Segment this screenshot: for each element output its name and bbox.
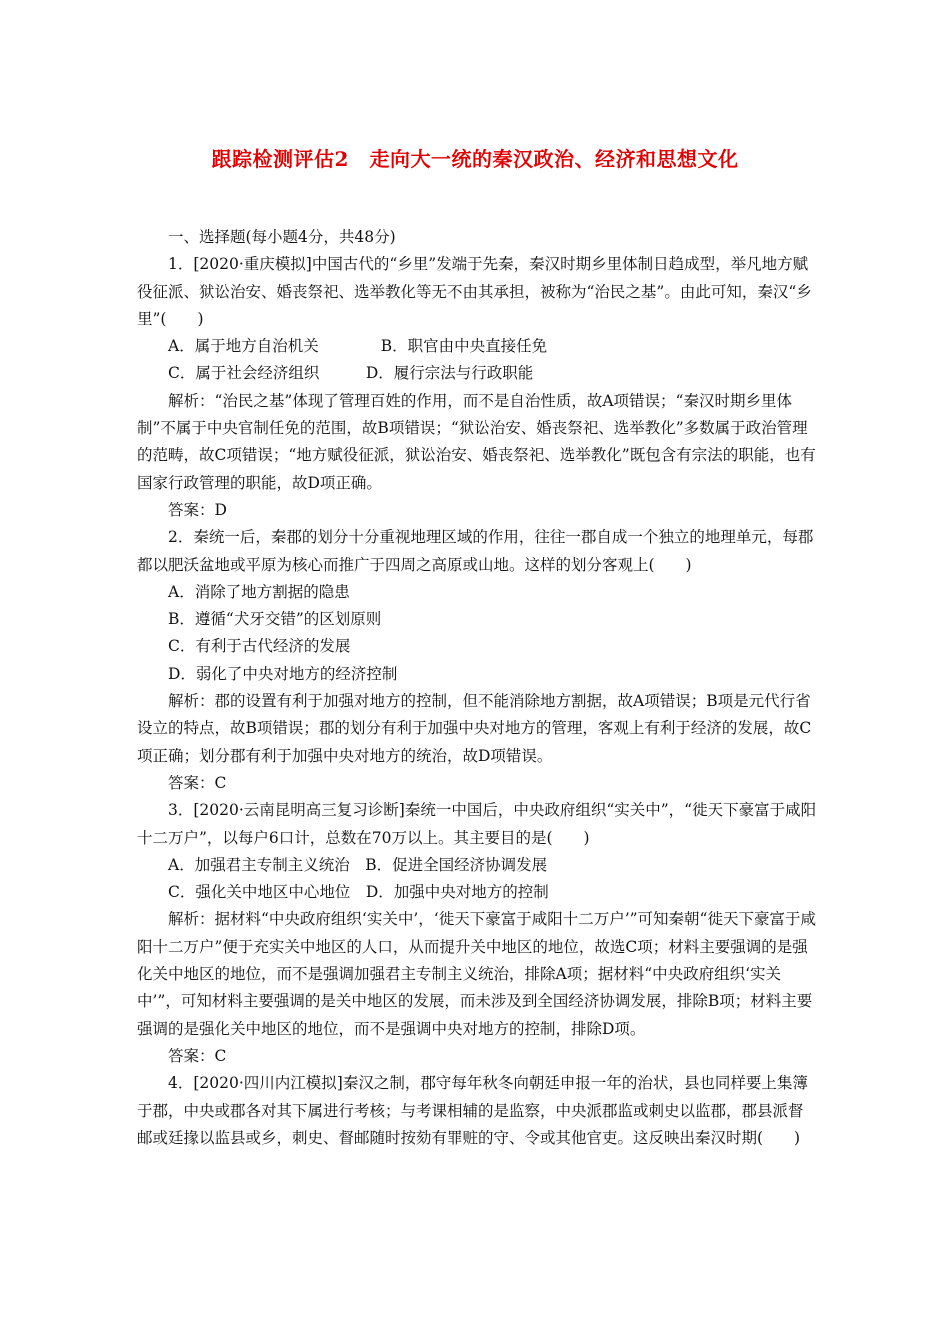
question-3-analysis: 解析：据材料“中央政府组织‘实关中’，‘徙天下豪富于咸阳十二万户’”可知秦朝“徙天下豪富于咸阳十二万户”便于充实关中地区的人口，从而提升关中地区的地位，故选C项；材料主要强调的是强化关中地区的地位，而不是强调加强君主专制主义统治，排除A项；据材料“中央政府组织‘实关中’”，可知材料主要强调的是关中地区的发展，而未涉及到全国经济协调发展，排除B项；材料主要强调的是强化关中地区的地位，而不是强调中央对地方的控制，排除D项。 <box>137 910 816 1038</box>
question-2-stem: 2．秦统一后，秦郡的划分十分重视地理区域的作用，往往一郡自成一个独立的地理单元，每郡都以肥沃盆地或平原为核心而推广于四周之高原或山地。这样的划分客观上( ) <box>137 528 814 574</box>
question-1-option-line-2: C．属于社会经济组织 D．履行宗法与行政职能 <box>168 364 534 383</box>
section-heading: 一、选择题(每小题4分，共48分) <box>168 228 396 246</box>
question-1-analysis: 解析：“治民之基”体现了管理百姓的作用，而不是自治性质，故A项错误；“秦汉时期乡里体制”不属于中央官制任免的范围，故B项错误；“狱讼治安、婚丧祭祀、选举教化”多数属于政治管理的范畴，故C项错误；“地方赋役征派，狱讼治安、婚丧祭祀、选举教化”既包含有宗法的职能，也有国家行政管理的职能，故D项正确。 <box>137 391 816 492</box>
question-2-option-d: D．弱化了中央对地方的经济控制 <box>168 664 398 683</box>
question-2-option-c: C．有利于古代经济的发展 <box>168 637 351 656</box>
question-3-option-line-1: A．加强君主专制主义统治 B．促进全国经济协调发展 <box>168 855 548 874</box>
question-3-answer: 答案：C <box>168 1046 227 1065</box>
question-1-stem: 1．[2020·重庆模拟]中国古代的“乡里”发端于先秦，秦汉时期乡里体制日趋成型，举凡地方赋役征派、狱讼治安、婚丧祭祀、选举教化等无不由其承担，被称为“治民之基”。由此可知，秦汉“乡里”( ) <box>137 255 812 328</box>
question-1-option-line-1: A．属于地方自治机关 B．职官由中央直接任免 <box>168 337 548 356</box>
question-3-stem: 3．[2020·云南昆明高三复习诊断]秦统一中国后，中央政府组织“实关中”，“徙天下豪富于咸阳十二万户”，以每户6口计，总数在70万以上。其主要目的是( ) <box>137 801 817 847</box>
question-2-option-b: B．遵循“犬牙交错”的区划原则 <box>168 610 382 629</box>
document-body <box>137 224 817 1152</box>
question-2-analysis: 解析：郡的设置有利于加强对地方的控制，但不能消除地方割据，故A项错误；B项是元代行省设立的特点，故B项错误；郡的划分有利于加强中央对地方的管理，客观上有利于经济的发展，故C项正确；划分郡有利于加强中央对地方的统治，故D项错误。 <box>137 692 812 765</box>
question-4-stem: 4．[2020·四川内江模拟]秦汉之制，郡守每年秋冬向朝廷申报一年的治状，县也同样要上集簿于郡，中央或郡各对其下属进行考核；与考课相辅的是监察，中央派郡监或刺史以监郡，郡县派督邮或廷掾以监县或乡，刺史、督邮随时按劾有罪赃的守、令或其他官吏。这反映出秦汉时期( ) <box>137 1074 808 1147</box>
question-2-option-a: A．消除了地方割据的隐患 <box>168 582 350 601</box>
document-title: 跟踪检测评估2 走向大一统的秦汉政治、经济和思想文化 <box>211 147 739 171</box>
question-3-option-line-2: C．强化关中地区中心地位 D．加强中央对地方的控制 <box>168 883 549 902</box>
question-1-answer: 答案：D <box>168 500 227 519</box>
question-2-answer: 答案：C <box>168 773 227 792</box>
